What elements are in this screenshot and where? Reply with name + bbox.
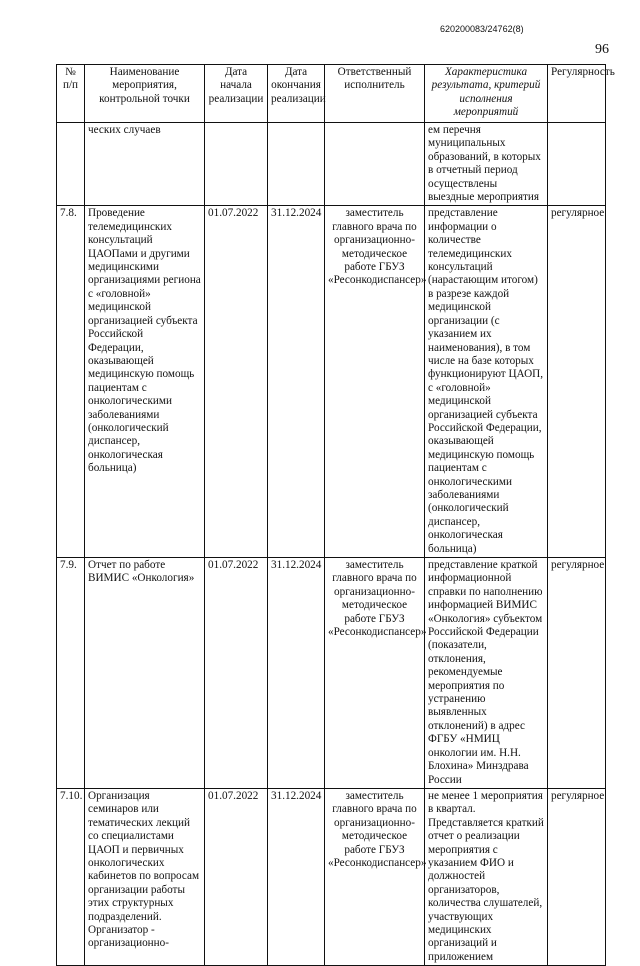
cell-start-date: 01.07.2022 (205, 558, 268, 789)
table-row (57, 123, 606, 206)
cell-executor: заместитель главного врача по организационно-методическое работе ГБУЗ «Ресонкодиспансер» (325, 788, 425, 965)
cell-name: Проведение телемедицинских консультаций ЦАОПами и другими медицинскими организациями региона с «головной» медицинской организацией субъекта Российской Федерации, оказывающей медицинскую помощь пациентам с онкологическими заболеваниями (онкологический диспансер, онкологическая больница) (85, 206, 205, 558)
cell-end-date (268, 123, 325, 206)
col-header-number: № п/п (57, 65, 85, 123)
cell-executor (325, 123, 425, 206)
document-id: 620200083/24762(8) (440, 24, 524, 34)
col-header-executor: Ответственный исполнитель (325, 65, 425, 123)
cell-regularity: регулярное (548, 206, 606, 558)
cell-regularity: регулярное (548, 558, 606, 789)
cell-number: 7.9. (57, 558, 85, 789)
table-row (57, 206, 606, 558)
cell-end-date: 31.12.2024 (268, 558, 325, 789)
col-header-regularity: Регулярность (548, 65, 606, 123)
cell-number (57, 123, 85, 206)
cell-name: ческих случаев (85, 123, 205, 206)
cell-name: Отчет по работе ВИМИС «Онкология» (85, 558, 205, 789)
col-header-start-date: Дата начала реализации (205, 65, 268, 123)
table-header-row (57, 65, 606, 123)
page-number: 96 (595, 42, 609, 57)
cell-start-date (205, 123, 268, 206)
cell-regularity (548, 123, 606, 206)
cell-end-date: 31.12.2024 (268, 206, 325, 558)
cell-number: 7.8. (57, 206, 85, 558)
col-header-result: Характеристика результата, критерий исполнения мероприятий (425, 65, 548, 123)
cell-end-date: 31.12.2024 (268, 788, 325, 965)
cell-executor: заместитель главного врача по организационно-методическое работе ГБУЗ «Ресонкодиспансер» (325, 558, 425, 789)
cell-result: не менее 1 мероприятия в квартал. Представляется краткий отчет о реализации мероприятия с указанием ФИО и должностей организаторов, количества слушателей, участвующих медицинских организаций и приложением (425, 788, 548, 965)
cell-result: представление информации о количестве телемедицинских консультаций (нарастающим итогом) в разрезе каждой медицинской организации (с указанием их наименования), в том числе на базе которых функционируют ЦАОП, с «головной» медицинской организацией субъекта Российской Федерации, оказывающей медицинскую помощь пациентам с онкологическими заболеваниями (онкологический диспансер, онкологическая больница) (425, 206, 548, 558)
cell-regularity: регулярное (548, 788, 606, 965)
cell-result: представление краткой информационной справки по наполнению информацией ВИМИС «Онкология» субъектом Российской Федерации (показатели, отклонения, рекомендуемые мероприятия по устранению выявленных отклонений) в адрес ФГБУ «НМИЦ онкологии им. Н.Н. Блохина» Минздрава России (425, 558, 548, 789)
cell-result: ем перечня муниципальных образований, в которых в отчетный период осуществлены выездные мероприятия (425, 123, 548, 206)
cell-number: 7.10. (57, 788, 85, 965)
col-header-name: Наименование мероприятия, контрольной точки (85, 65, 205, 123)
col-header-end-date: Дата окончания реализации (268, 65, 325, 123)
cell-name: Организация семинаров или тематических лекций со специалистами ЦАОП и первичных онкологических кабинетов по вопросам организации работы этих структурных подразделений. Организатор - организационно- (85, 788, 205, 965)
cell-executor: заместитель главного врача по организационно-методическое работе ГБУЗ «Ресонкодиспансер» (325, 206, 425, 558)
table-row (57, 558, 606, 789)
activities-table (56, 64, 615, 966)
cell-start-date: 01.07.2022 (205, 788, 268, 965)
cell-start-date: 01.07.2022 (205, 206, 268, 558)
table-row (57, 788, 606, 965)
